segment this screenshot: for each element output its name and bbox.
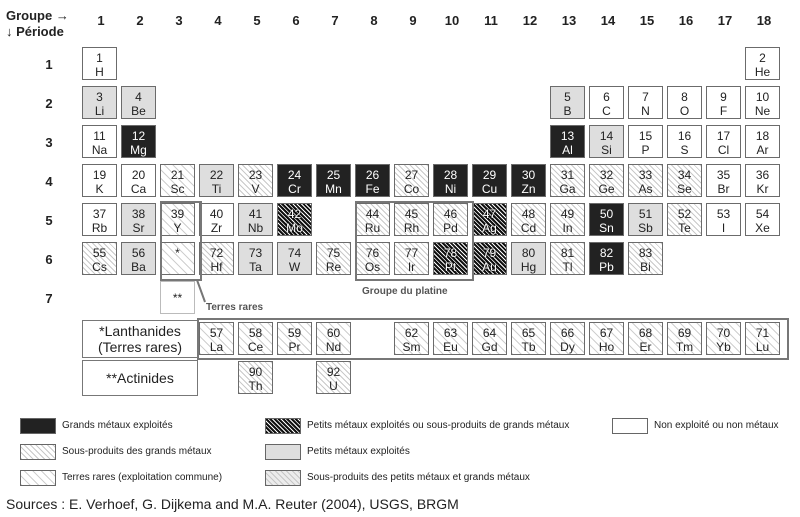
element-symbol: Gd — [481, 340, 498, 354]
element-symbol: Si — [601, 143, 612, 157]
group-header-10: 10 — [444, 13, 460, 28]
atomic-number: 80 — [521, 246, 536, 260]
period-header-4: 4 — [45, 174, 53, 189]
group-header-8: 8 — [370, 13, 378, 28]
legend-swatch-both — [265, 470, 301, 486]
period-axis-label: ↓ Période — [6, 24, 64, 39]
atomic-number: 7 — [642, 90, 649, 104]
atomic-number: 19 — [92, 168, 107, 182]
element-symbol: Pb — [599, 260, 614, 274]
atomic-number: 24 — [287, 168, 302, 182]
atomic-number: 58 — [248, 326, 263, 340]
group-header-15: 15 — [639, 13, 655, 28]
group-header-17: 17 — [717, 13, 733, 28]
atomic-number: 22 — [209, 168, 224, 182]
element-symbol: Pt — [444, 260, 457, 274]
element-symbol: Ga — [559, 182, 576, 196]
element-symbol: S — [680, 143, 689, 157]
element-symbol: Mg — [130, 143, 147, 157]
atomic-number: 8 — [681, 90, 688, 104]
element-symbol: Ta — [249, 260, 262, 274]
atomic-number: 78 — [443, 246, 458, 260]
atomic-number: 23 — [248, 168, 263, 182]
element-symbol: Co — [403, 182, 420, 196]
element-symbol: Yb — [716, 340, 731, 354]
group-header-13: 13 — [561, 13, 577, 28]
atomic-number: 69 — [677, 326, 692, 340]
atomic-number: 38 — [131, 207, 146, 221]
atomic-number: 6 — [603, 90, 610, 104]
group-header-16: 16 — [678, 13, 694, 28]
atomic-number: 82 — [599, 246, 614, 260]
element-symbol: Lu — [755, 340, 770, 354]
element-symbol: Ca — [130, 182, 147, 196]
atomic-number: 40 — [209, 207, 224, 221]
element-symbol: Mn — [325, 182, 342, 196]
atomic-number: 76 — [365, 246, 380, 260]
atomic-number: 50 — [599, 207, 614, 221]
atomic-number: 42 — [287, 207, 302, 221]
element-symbol: H — [95, 65, 104, 79]
element-symbol: Bi — [640, 260, 651, 274]
element-symbol: As — [638, 182, 653, 196]
atomic-number: 92 — [326, 365, 341, 379]
atomic-number: 46 — [443, 207, 458, 221]
element-symbol: Hf — [210, 260, 223, 274]
element-symbol: Re — [325, 260, 342, 274]
legend-label-rare: Terres rares (exploitation commune) — [62, 472, 223, 483]
group-header-7: 7 — [331, 13, 339, 28]
atomic-number: 31 — [560, 168, 575, 182]
atomic-number: 2 — [759, 51, 766, 65]
group-header-14: 14 — [600, 13, 616, 28]
element-symbol: P — [641, 143, 650, 157]
element-symbol: O — [679, 104, 690, 118]
group-header-9: 9 — [409, 13, 417, 28]
atomic-number: 55 — [92, 246, 107, 260]
group-header-2: 2 — [136, 13, 144, 28]
element-symbol: Sb — [638, 221, 653, 235]
element-symbol: ** — [172, 291, 183, 305]
atomic-number: 33 — [638, 168, 653, 182]
legend-label-smx: Petits métaux exploités ou sous-produits de grands métaux — [307, 420, 570, 431]
atomic-number: 71 — [755, 326, 770, 340]
atomic-number: 66 — [560, 326, 575, 340]
atomic-number: 49 — [560, 207, 575, 221]
legend-label-grand: Grands métaux exploités — [62, 420, 173, 431]
atomic-number: 30 — [521, 168, 536, 182]
period-header-1: 1 — [45, 57, 53, 72]
element-symbol: W — [288, 260, 301, 274]
legend-swatch-non — [612, 418, 648, 434]
atomic-number: 77 — [404, 246, 419, 260]
atomic-number: 20 — [131, 168, 146, 182]
element-symbol: Nb — [247, 221, 264, 235]
period-header-5: 5 — [45, 213, 53, 228]
element-symbol: Hg — [520, 260, 537, 274]
element-symbol: Ni — [444, 182, 457, 196]
period-header-6: 6 — [45, 252, 53, 267]
atomic-number: 45 — [404, 207, 419, 221]
element-symbol: Pd — [443, 221, 458, 235]
atomic-number: 73 — [248, 246, 263, 260]
atomic-number: 17 — [716, 129, 731, 143]
atomic-number: 53 — [716, 207, 731, 221]
atomic-number: 10 — [755, 90, 770, 104]
group-header-12: 12 — [522, 13, 538, 28]
element-symbol: Nd — [325, 340, 342, 354]
element-symbol: Ge — [598, 182, 615, 196]
atomic-number: 62 — [404, 326, 419, 340]
legend-swatch-byg — [20, 444, 56, 460]
element-symbol: Cr — [288, 182, 301, 196]
atomic-number: 68 — [638, 326, 653, 340]
element-symbol: Cu — [481, 182, 498, 196]
element-symbol: Th — [248, 379, 263, 393]
element-symbol: Ba — [131, 260, 146, 274]
element-symbol: Tb — [521, 340, 536, 354]
atomic-number: 57 — [209, 326, 224, 340]
element-symbol: Br — [717, 182, 730, 196]
atomic-number: 27 — [404, 168, 419, 182]
atomic-number: 15 — [638, 129, 653, 143]
element-symbol: Sm — [402, 340, 421, 354]
atomic-number: 56 — [131, 246, 146, 260]
atomic-number: 12 — [131, 129, 146, 143]
atomic-number: 90 — [248, 365, 263, 379]
atomic-number: 83 — [638, 246, 653, 260]
atomic-number: 74 — [287, 246, 302, 260]
element-symbol: Ar — [756, 143, 769, 157]
atomic-number: 13 — [560, 129, 575, 143]
groupe-platine-label: Groupe du platine — [362, 286, 448, 297]
atomic-number: 60 — [326, 326, 341, 340]
atomic-number: 47 — [482, 207, 497, 221]
element-symbol: Tl — [562, 260, 573, 274]
element-symbol: Fe — [365, 182, 380, 196]
element-symbol: Dy — [560, 340, 575, 354]
element-symbol: Ne — [754, 104, 771, 118]
source-note: Sources : E. Verhoef, G. Dijkema and M.A. Reuter (2004), USGS, BRGM — [6, 496, 459, 512]
element-symbol: Be — [131, 104, 146, 118]
atomic-number: 44 — [365, 207, 380, 221]
atomic-number: 5 — [564, 90, 571, 104]
lanthanides-label-line2: (Terres rares) — [97, 339, 182, 355]
element-symbol: Y — [173, 221, 182, 235]
element-symbol: La — [209, 340, 224, 354]
atomic-number: 64 — [482, 326, 497, 340]
legend-label-byg: Sous-produits des grands métaux — [62, 446, 212, 457]
element-symbol: * — [175, 246, 180, 260]
atomic-number: 63 — [443, 326, 458, 340]
atomic-number: 16 — [677, 129, 692, 143]
element-symbol: Rb — [91, 221, 108, 235]
element-symbol: Tm — [675, 340, 694, 354]
element-symbol: Ir — [407, 260, 416, 274]
element-symbol: Sr — [132, 221, 145, 235]
element-symbol: V — [251, 182, 260, 196]
element-symbol: Cd — [520, 221, 537, 235]
element-symbol: Li — [94, 104, 105, 118]
element-symbol: K — [95, 182, 104, 196]
element-symbol: In — [562, 221, 573, 235]
element-symbol: Ti — [211, 182, 222, 196]
element-symbol: Cl — [717, 143, 730, 157]
element-symbol: C — [602, 104, 611, 118]
element-symbol: Eu — [443, 340, 458, 354]
element-symbol: Cs — [92, 260, 107, 274]
group-header-1: 1 — [97, 13, 105, 28]
actinides-label: **Actinides — [106, 370, 174, 386]
atomic-number: 54 — [755, 207, 770, 221]
group-header-6: 6 — [292, 13, 300, 28]
group-header-3: 3 — [175, 13, 183, 28]
atomic-number: 59 — [287, 326, 302, 340]
atomic-number: 36 — [755, 168, 770, 182]
legend-swatch-smx — [265, 418, 301, 434]
atomic-number: 70 — [716, 326, 731, 340]
lanthanides-label — [82, 323, 198, 355]
element-symbol: Sn — [599, 221, 614, 235]
atomic-number: 3 — [96, 90, 103, 104]
element-symbol: He — [754, 65, 771, 79]
atomic-number: 81 — [560, 246, 575, 260]
legend-swatch-rare — [20, 470, 56, 486]
element-symbol: Er — [639, 340, 652, 354]
legend-swatch-petit — [265, 444, 301, 460]
element-symbol: Os — [364, 260, 381, 274]
element-symbol: Ag — [482, 221, 497, 235]
atomic-number: 11 — [93, 129, 106, 143]
element-symbol: Ce — [247, 340, 264, 354]
element-symbol: Ru — [364, 221, 381, 235]
group-header-5: 5 — [253, 13, 261, 28]
atomic-number: 1 — [96, 51, 103, 65]
period-header-2: 2 — [45, 96, 53, 111]
element-symbol: Sc — [170, 182, 185, 196]
element-symbol: Xe — [755, 221, 770, 235]
lanthanides-label-line1: *Lanthanides — [99, 323, 181, 339]
element-symbol: Zn — [521, 182, 536, 196]
element-symbol: Al — [562, 143, 573, 157]
atomic-number: 14 — [599, 129, 614, 143]
atomic-number: 29 — [482, 168, 497, 182]
element-symbol: Au — [482, 260, 497, 274]
period-header-3: 3 — [45, 135, 53, 150]
atomic-number: 9 — [720, 90, 727, 104]
atomic-number: 25 — [326, 168, 341, 182]
atomic-number: 51 — [638, 207, 653, 221]
atomic-number: 21 — [170, 168, 185, 182]
element-symbol: N — [641, 104, 650, 118]
atomic-number: 79 — [482, 246, 497, 260]
element-symbol: I — [721, 221, 726, 235]
legend-swatch-grand — [20, 418, 56, 434]
element-symbol: Zr — [210, 221, 223, 235]
atomic-number: 18 — [755, 129, 770, 143]
element-symbol: Rh — [403, 221, 420, 235]
element-symbol: Pr — [288, 340, 301, 354]
element-symbol: Kr — [756, 182, 769, 196]
legend-label-non: Non exploité ou non métaux — [654, 420, 779, 431]
group-axis-label: Groupe → — [6, 8, 69, 23]
group-header-11: 11 — [484, 13, 498, 28]
legend-label-both: Sous-produits des petits métaux et grands métaux — [307, 472, 530, 483]
terres-rares-label: Terres rares — [206, 302, 264, 313]
atomic-number: 28 — [443, 168, 458, 182]
atomic-number: 52 — [677, 207, 692, 221]
atomic-number: 32 — [599, 168, 614, 182]
atomic-number: 35 — [716, 168, 731, 182]
atomic-number: 39 — [170, 207, 185, 221]
atomic-number: 4 — [135, 90, 142, 104]
group-header-4: 4 — [214, 13, 222, 28]
element-symbol: B — [563, 104, 572, 118]
atomic-number: 65 — [521, 326, 536, 340]
element-symbol: Te — [678, 221, 691, 235]
atomic-number: 75 — [326, 246, 341, 260]
atomic-number: 34 — [677, 168, 692, 182]
atomic-number: 41 — [248, 207, 263, 221]
atomic-number: 67 — [599, 326, 614, 340]
period-header-7: 7 — [45, 291, 53, 306]
element-symbol: Na — [91, 143, 108, 157]
element-symbol: U — [329, 379, 338, 393]
element-symbol: Ho — [598, 340, 615, 354]
atomic-number: 48 — [521, 207, 536, 221]
legend-label-petit: Petits métaux exploités — [307, 446, 410, 457]
atomic-number: 37 — [92, 207, 107, 221]
element-symbol: Mo — [286, 221, 303, 235]
atomic-number: 26 — [365, 168, 380, 182]
group-header-18: 18 — [756, 13, 772, 28]
element-symbol: F — [719, 104, 728, 118]
element-symbol: Se — [677, 182, 692, 196]
atomic-number: 72 — [209, 246, 224, 260]
